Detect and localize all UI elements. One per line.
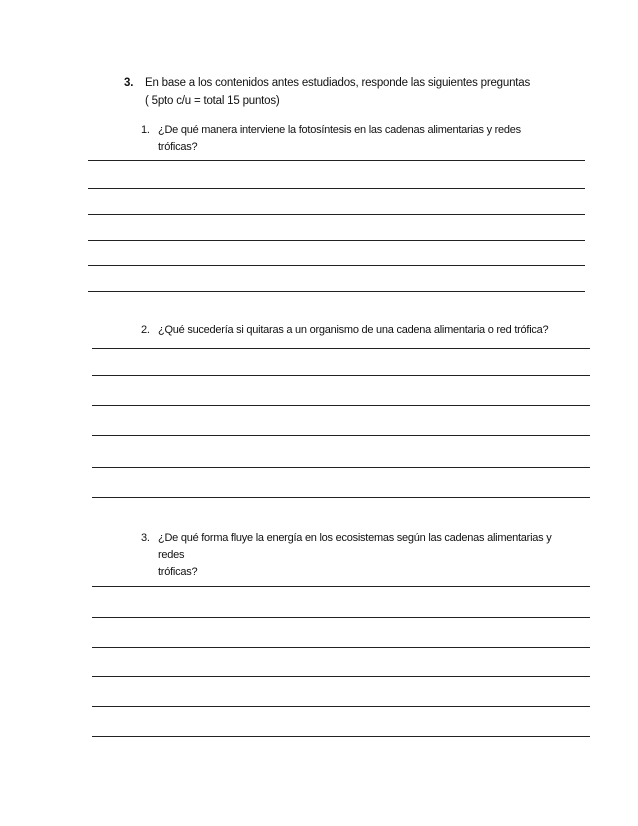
section-instructions-line-2: ( 5pto c/u = total 15 puntos): [145, 95, 280, 107]
question-number: 1.: [141, 124, 150, 136]
section-instructions: [145, 74, 565, 110]
question-text: [158, 122, 538, 156]
answer-line[interactable]: [92, 497, 590, 498]
answer-line[interactable]: [88, 240, 585, 241]
answer-line[interactable]: [88, 160, 585, 161]
answer-line[interactable]: [88, 214, 585, 215]
answer-line[interactable]: [92, 435, 590, 436]
answer-line[interactable]: [88, 265, 585, 266]
answer-line[interactable]: [92, 676, 590, 677]
question-text-line-1: ¿Qué sucedería si quitaras a un organismo de una cadena alimentaria o red trófica?: [158, 324, 549, 336]
answer-line[interactable]: [92, 647, 590, 648]
question-text-line-2: tróficas?: [158, 141, 198, 153]
answer-line[interactable]: [92, 375, 590, 376]
question-number: 3.: [141, 532, 150, 544]
answer-line[interactable]: [92, 405, 590, 406]
answer-line[interactable]: [92, 467, 590, 468]
answer-line[interactable]: [88, 188, 585, 189]
answer-line[interactable]: [92, 706, 590, 707]
answer-line[interactable]: [92, 736, 590, 737]
answer-line[interactable]: [92, 617, 590, 618]
answer-line[interactable]: [92, 586, 590, 587]
question-text: [158, 530, 568, 581]
question-text-line-2: tróficas?: [158, 566, 198, 578]
question-text-line-1: ¿De qué forma fluye la energía en los ecosistemas según las cadenas alimentarias y redes: [158, 532, 552, 561]
question-text: [158, 322, 568, 339]
section-number: 3.: [124, 77, 134, 89]
question-text-line-1: ¿De qué manera interviene la fotosíntesis en las cadenas alimentarias y redes: [158, 124, 521, 136]
question-number: 2.: [141, 324, 150, 336]
answer-line[interactable]: [88, 291, 585, 292]
section-instructions-line-1: En base a los contenidos antes estudiados, responde las siguientes preguntas: [145, 77, 531, 89]
answer-line[interactable]: [92, 348, 590, 349]
